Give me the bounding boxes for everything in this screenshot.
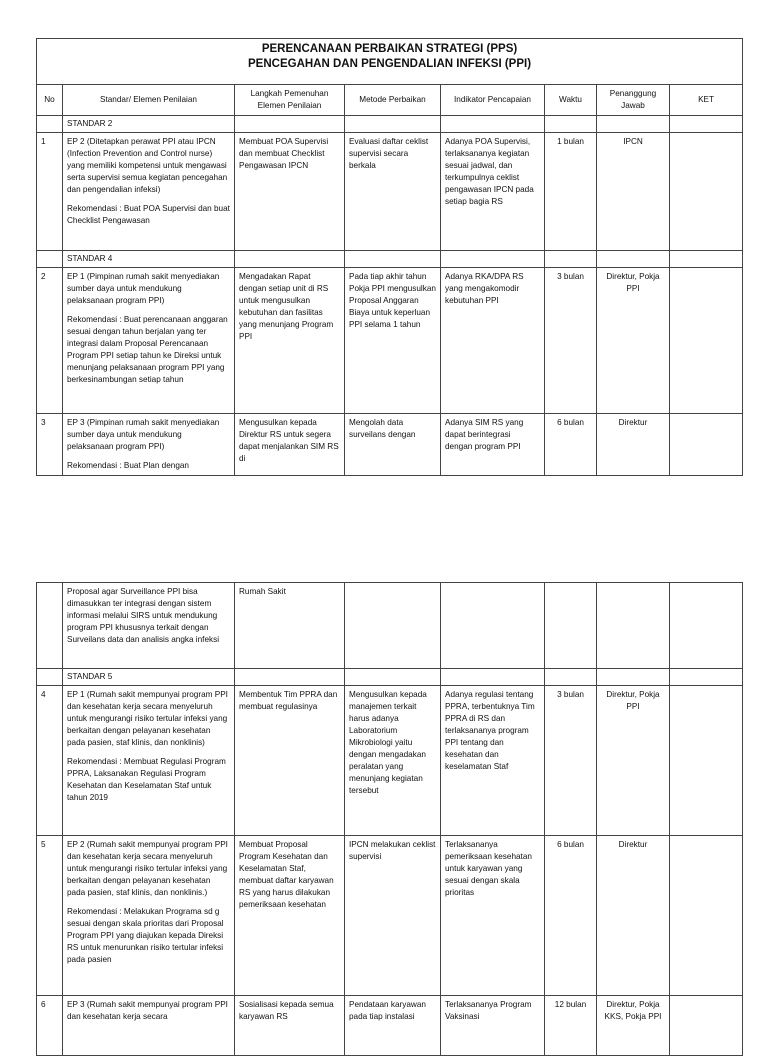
row-metode: IPCN melakukan ceklist supervisi: [345, 836, 441, 996]
table-row: [37, 686, 743, 836]
header-waktu: Waktu: [545, 85, 597, 116]
row-metode: Evaluasi daftar ceklist supervisi secara berkala: [345, 133, 441, 251]
row-waktu: 6 bulan: [545, 414, 597, 476]
row-langkah: Membuat POA Supervisi dan membuat Checklist Pengawasan IPCN: [235, 133, 345, 251]
section-label: STANDAR 2: [63, 116, 235, 133]
row-metode: Mengusulkan kepada manajemen terkait harus adanya Laboratorium Mikrobiologi yaitu dengan mengadakan peralatan yang menunjang kegiatan tersebut: [345, 686, 441, 836]
row-ket: [670, 996, 743, 1056]
row-no: 4: [37, 686, 63, 836]
rekomendasi-text: Rekomendasi : Buat Plan dengan: [67, 461, 189, 470]
table-row: [37, 268, 743, 414]
header-standar: Standar/ Elemen Penilaian: [63, 85, 235, 116]
row-pj: Direktur, Pokja PPI: [597, 268, 670, 414]
row-indikator: Adanya SIM RS yang dapat berintegrasi dengan program PPI: [441, 414, 545, 476]
ep-text: EP 2 (Ditetapkan perawat PPI atau IPCN (Infection Prevention and Control nurse) yang memiliki kompetensi untuk mengawasi serta supervisi semua kegiatan pencegahan dan pengendalian infeksi): [67, 137, 228, 194]
rekomendasi-text: Rekomendasi : Buat POA Supervisi dan buat Checklist Pengawasan: [67, 204, 230, 225]
section-label: STANDAR 5: [63, 669, 235, 686]
header-row: [37, 85, 743, 116]
row-metode: Pada tiap akhir tahun Pokja PPI mengusulkan Proposal Anggaran Biaya untuk keperluan PPI selama 1 tahun: [345, 268, 441, 414]
row-waktu: 12 bulan: [545, 996, 597, 1056]
ep-text: EP 1 (Rumah sakit mempunyai program PPI dan kesehatan kerja secara menyeluruh untuk mengurangi risiko tertular infeksi yang berkaitan dengan pelayanan kesehatan pada pasien, staf klinis, dan nonklinis): [67, 690, 228, 747]
ep-text: EP 1 (Pimpinan rumah sakit menyediakan sumber daya untuk mendukung pelaksanaan program PPI): [67, 272, 220, 305]
row-langkah: Membuat Proposal Program Kesehatan dan Keselamatan Staf, membuat daftar karyawan RS yang harus dilakukan pemeriksaan kesehatan: [235, 836, 345, 996]
row-ep: [63, 268, 235, 414]
header-langkah: Langkah Pemenuhan Elemen Penilaian: [235, 85, 345, 116]
title-line-1: PERENCANAAN PERBAIKAN STRATEGI (PPS): [261, 43, 518, 55]
row-langkah: Mengusulkan kepada Direktur RS untuk segera dapat menjalankan SIM RS di: [235, 414, 345, 476]
table-row: [37, 836, 743, 996]
row-langkah-continued: Rumah Sakit: [235, 583, 345, 669]
row-pj: Direktur, Pokja PPI: [597, 686, 670, 836]
row-indikator: Terlaksananya Program Vaksinasi: [441, 996, 545, 1056]
row-langkah: Sosialisasi kepada semua karyawan RS: [235, 996, 345, 1056]
row-ket: [670, 836, 743, 996]
ep-text: EP 3 (Pimpinan rumah sakit menyediakan sumber daya untuk mendukung pelaksanaan program PPI): [67, 418, 220, 451]
section-row-standar-4: [37, 251, 743, 268]
section-row-standar-2: [37, 116, 743, 133]
rekomendasi-text: Rekomendasi : Buat perencanaan anggaran sesuai dengan tahun berjalan yang ter integrasi dalam Proposal Perencanaan Program PPI setiap tahun ke Direksi untuk menunjang pelaksanaan program PPI yang berkesinambungan setiap tahun: [67, 315, 228, 384]
row-ep: [63, 133, 235, 251]
ep-text: EP 2 (Rumah sakit mempunyai program PPI dan kesehatan kerja secara menyeluruh untuk mengurangi risiko tertular infeksi yang berkaitan dengan pelayanan kesehatan pada pasien, staf klinis, dan nonklinis.): [67, 840, 228, 897]
row-indikator: Terlaksananya pemeriksaan kesehatan untuk karyawan yang sesuai dengan skala prioritas: [441, 836, 545, 996]
header-metode: Metode Perbaikan: [345, 85, 441, 116]
row-pj: Direktur: [597, 836, 670, 996]
row-ket: [670, 686, 743, 836]
row-waktu: 3 bulan: [545, 686, 597, 836]
header-ket: KET: [670, 85, 743, 116]
row-pj: Direktur: [597, 414, 670, 476]
header-pj: Penanggung Jawab: [597, 85, 670, 116]
row-metode: Pendataan karyawan pada tiap instalasi: [345, 996, 441, 1056]
table-row: [37, 133, 743, 251]
document-title: [37, 39, 743, 85]
title-line-2: PENCEGAHAN DAN PENGENDALIAN INFEKSI (PPI): [248, 58, 532, 70]
row-langkah: Mengadakan Rapat dengan setiap unit di RS untuk mengusulkan kebutuhan dan fasilitas yang menunjang Program PPI: [235, 268, 345, 414]
section-label: STANDAR 4: [63, 251, 235, 268]
rekomendasi-text: Rekomendasi : Melakukan Programa sd g sesuai dengan skala prioritas dari Proposal Program PPI yang diajukan kepada Direksi RS untuk menurunkan risiko tertular infeksi pada pasien: [67, 907, 224, 964]
row-no: 1: [37, 133, 63, 251]
row-waktu: 6 bulan: [545, 836, 597, 996]
row-metode: Mengolah data surveilans dengan: [345, 414, 441, 476]
row-no: 3: [37, 414, 63, 476]
pps-table-page-2: [36, 582, 742, 1056]
row-pj: IPCN: [597, 133, 670, 251]
row-no: 5: [37, 836, 63, 996]
header-indikator: Indikator Pencapaian: [441, 85, 545, 116]
row-indikator: Adanya RKA/DPA RS yang mengakomodir kebutuhan PPI: [441, 268, 545, 414]
row-ep: [63, 414, 235, 476]
pps-table-continued: [36, 582, 743, 1056]
table-row-continued: [37, 583, 743, 669]
row-pj: Direktur, Pokja KKS, Pokja PPI: [597, 996, 670, 1056]
row-langkah: Membentuk Tim PPRA dan membuat regulasinya: [235, 686, 345, 836]
row-no: 2: [37, 268, 63, 414]
rekomendasi-text: Rekomendasi : Membuat Regulasi Program PPRA, Laksanakan Regulasi Program Kesehatan dan Keselamatan Staf untuk tahun 2019: [67, 757, 226, 802]
row-ket: [670, 133, 743, 251]
row-waktu: 1 bulan: [545, 133, 597, 251]
row-ket: [670, 414, 743, 476]
row-indikator: Adanya regulasi tentang PPRA, terbentuknya Tim PPRA di RS dan terlaksananya program PPI tentang dan kesehatan dan keselamatan Staf: [441, 686, 545, 836]
header-no: No: [37, 85, 63, 116]
row-indikator: Adanya POA Supervisi, terlaksananya kegiatan sesuai jadwal, dan terkumpulnya ceklist pengawasan IPCN pada setiap bagia RS: [441, 133, 545, 251]
row-ep: EP 3 (Rumah sakit mempunyai program PPI dan kesehatan kerja secara: [63, 996, 235, 1056]
table-row: [37, 996, 743, 1056]
row-no: 6: [37, 996, 63, 1056]
pps-table-page-1: [36, 38, 742, 476]
row-ep-continued: Proposal agar Surveillance PPI bisa dimasukkan ter integrasi dengan sistem informasi melalui SIRS untuk mendukung program PPI khususnya terkait dengan Surveilans data dan analisis angka infeksi: [63, 583, 235, 669]
row-waktu: 3 bulan: [545, 268, 597, 414]
row-ep: [63, 836, 235, 996]
row-ket: [670, 268, 743, 414]
pps-table: [36, 38, 743, 476]
row-ep: [63, 686, 235, 836]
table-row: [37, 414, 743, 476]
section-row-standar-5: [37, 669, 743, 686]
